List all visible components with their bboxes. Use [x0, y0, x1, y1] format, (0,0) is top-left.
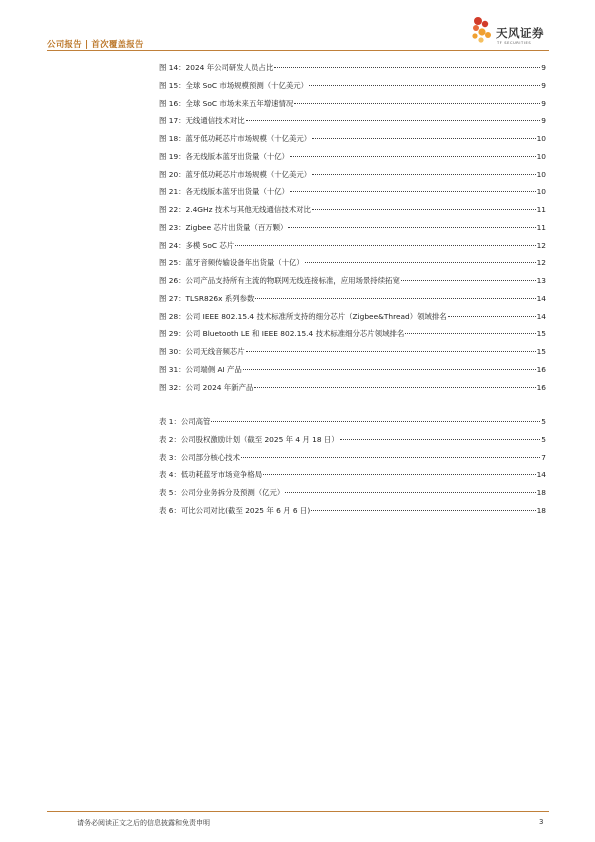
figure-entry-title: 图 24：多模 SoC 芯片 — [159, 240, 235, 250]
figure-entry[interactable] — [159, 130, 546, 148]
figure-entry[interactable] — [159, 148, 546, 166]
figure-entry-page: 15 — [536, 347, 546, 356]
figure-entry[interactable] — [159, 308, 546, 326]
table-entry-page: 7 — [541, 452, 546, 462]
figure-entry[interactable] — [159, 254, 546, 272]
figure-entry-page: 9 — [541, 63, 546, 72]
dot-leader — [241, 457, 540, 458]
figure-entry-page: 10 — [536, 169, 546, 179]
figure-entry[interactable] — [159, 237, 546, 255]
dot-leader — [254, 387, 535, 388]
figure-entry-title: 图 16：全球 SoC 市场未来五年增速情况 — [159, 98, 294, 108]
dot-leader — [311, 510, 535, 511]
figure-entry[interactable] — [159, 361, 546, 379]
figure-entry-page: 10 — [536, 187, 546, 197]
dot-leader — [294, 103, 540, 104]
figure-entry-page: 10 — [536, 134, 546, 143]
figure-entry-title: 图 28：公司 IEEE 802.15.4 技术标准所支持的细分芯片（Zigbee&Thread）领域排名 — [159, 311, 447, 321]
figure-entry-title: 图 31：公司端侧 AI 产品 — [159, 364, 242, 374]
dot-leader — [405, 333, 535, 334]
figure-entry-title: 图 19：各无线版本蓝牙出货量（十亿） — [159, 151, 290, 161]
dot-leader — [211, 421, 540, 422]
figure-entry-page: 15 — [536, 329, 546, 339]
figure-entry-title: 图 21：各无线版本蓝牙出货量（十亿） — [159, 187, 290, 197]
dot-leader — [309, 85, 540, 86]
flower-logo-icon — [470, 15, 496, 49]
figure-entry-title: 图 30：公司无线音频芯片 — [159, 347, 245, 356]
footer-divider — [47, 811, 549, 812]
table-entry-title: 表 1：公司高管 — [159, 417, 211, 426]
figure-entry-page: 11 — [536, 222, 546, 232]
dot-leader — [312, 174, 535, 175]
table-index — [159, 413, 546, 520]
dot-leader — [263, 474, 535, 475]
dot-leader — [305, 262, 536, 263]
figure-entry[interactable] — [159, 219, 546, 237]
figure-entry[interactable] — [159, 325, 546, 343]
dot-leader — [401, 280, 536, 281]
table-entry-title: 表 4：低功耗蓝牙市场竞争格局 — [159, 470, 263, 480]
header-divider — [47, 50, 549, 51]
figure-entry-title: 图 14：2024 年公司研发人员占比 — [159, 63, 274, 72]
dot-leader — [255, 298, 535, 299]
figure-entry-page: 9 — [541, 116, 546, 126]
dot-leader — [312, 138, 535, 139]
page-number: 3 — [539, 818, 544, 826]
figure-entry[interactable] — [159, 201, 546, 219]
table-entry-title: 表 6：可比公司对比(截至 2025 年 6 月 6 日) — [159, 505, 311, 515]
figure-entry-page: 9 — [541, 80, 546, 90]
company-logo — [470, 15, 560, 49]
figure-entry-page: 14 — [536, 311, 546, 321]
figure-entry-page: 13 — [536, 276, 546, 285]
table-entry-page: 5 — [541, 417, 546, 426]
table-entry[interactable] — [159, 502, 546, 520]
figure-entry-title: 图 32：公司 2024 年新产品 — [159, 382, 254, 392]
figure-entry-title: 图 23：Zigbee 芯片出货量（百万颗） — [159, 222, 288, 232]
figure-entry[interactable] — [159, 183, 546, 201]
dot-leader — [290, 156, 536, 157]
figure-entry[interactable] — [159, 290, 546, 308]
dot-leader — [274, 67, 540, 68]
figure-entry[interactable] — [159, 112, 546, 130]
dot-leader — [235, 245, 535, 246]
dot-leader — [448, 316, 536, 317]
figure-entry[interactable] — [159, 343, 546, 361]
figure-entry-title: 图 20：蓝牙低功耗芯片市场规模（十亿美元） — [159, 169, 312, 179]
table-entry[interactable] — [159, 431, 546, 449]
table-entry-page: 18 — [536, 488, 546, 497]
figure-entry-page: 12 — [536, 258, 546, 268]
figure-entry-title: 图 25：蓝牙音频传输设备年出货量（十亿） — [159, 258, 304, 268]
figure-entry-title: 图 18：蓝牙低功耗芯片市场规模（十亿美元） — [159, 134, 312, 143]
figure-entry-page: 16 — [536, 382, 546, 392]
figure-entry[interactable] — [159, 77, 546, 95]
figure-entry-title: 图 26：公司产品支持所有主流的物联网无线连接标准，应用场景持续拓宽 — [159, 276, 400, 285]
figure-index — [159, 59, 546, 396]
footer-disclaimer: 请务必阅读正文之后的信息披露和免责申明 — [77, 819, 210, 827]
figure-entry-page: 9 — [541, 98, 546, 108]
dot-leader — [246, 351, 536, 352]
figure-entry-page: 16 — [536, 364, 546, 374]
dot-leader — [288, 227, 535, 228]
table-entry[interactable] — [159, 484, 546, 502]
figure-entry-title: 图 22：2.4GHz 技术与其他无线通信技术对比 — [159, 205, 311, 214]
figure-entry[interactable] — [159, 95, 546, 113]
table-entry-title: 表 2：公司股权激励计划（截至 2025 年 4 月 18 日） — [159, 434, 339, 444]
figure-entry-page: 11 — [536, 205, 546, 214]
figure-entry[interactable] — [159, 379, 546, 397]
dot-leader — [290, 191, 536, 192]
report-type-title: 公司报告 | 首次覆盖报告 — [47, 40, 144, 50]
table-entry[interactable] — [159, 413, 546, 431]
figure-entry[interactable] — [159, 272, 546, 290]
figure-entry-title: 图 27：TLSR826x 系列参数 — [159, 293, 255, 303]
table-entry-page: 5 — [541, 434, 546, 444]
dot-leader — [312, 209, 536, 210]
table-entry-title: 表 5：公司分业务拆分及预测（亿元） — [159, 488, 285, 497]
figure-entry[interactable] — [159, 59, 546, 77]
dot-leader — [246, 120, 541, 121]
logo-text-cn: 天风证券 — [496, 26, 544, 40]
dot-leader — [243, 369, 536, 370]
figure-entry[interactable] — [159, 166, 546, 184]
figure-entry-page: 12 — [536, 240, 546, 250]
table-entry-page: 14 — [536, 470, 546, 480]
table-entry-page: 18 — [536, 505, 546, 515]
figure-entry-title: 图 29：公司 Bluetooth LE 和 IEEE 802.15.4 技术标准细分芯片领域排名 — [159, 329, 405, 339]
table-entry[interactable] — [159, 449, 546, 467]
logo-text-en: TF SECURITIES — [497, 41, 532, 45]
figure-entry-page: 14 — [536, 293, 546, 303]
figure-entry-title: 图 15：全球 SoC 市场规模预测（十亿美元） — [159, 80, 309, 90]
table-entry-title: 表 3：公司部分核心技术 — [159, 452, 240, 462]
dot-leader — [285, 492, 535, 493]
dot-leader — [340, 439, 541, 440]
figure-entry-title: 图 17：无线通信技术对比 — [159, 116, 245, 126]
table-entry[interactable] — [159, 466, 546, 484]
figure-entry-page: 10 — [536, 151, 546, 161]
